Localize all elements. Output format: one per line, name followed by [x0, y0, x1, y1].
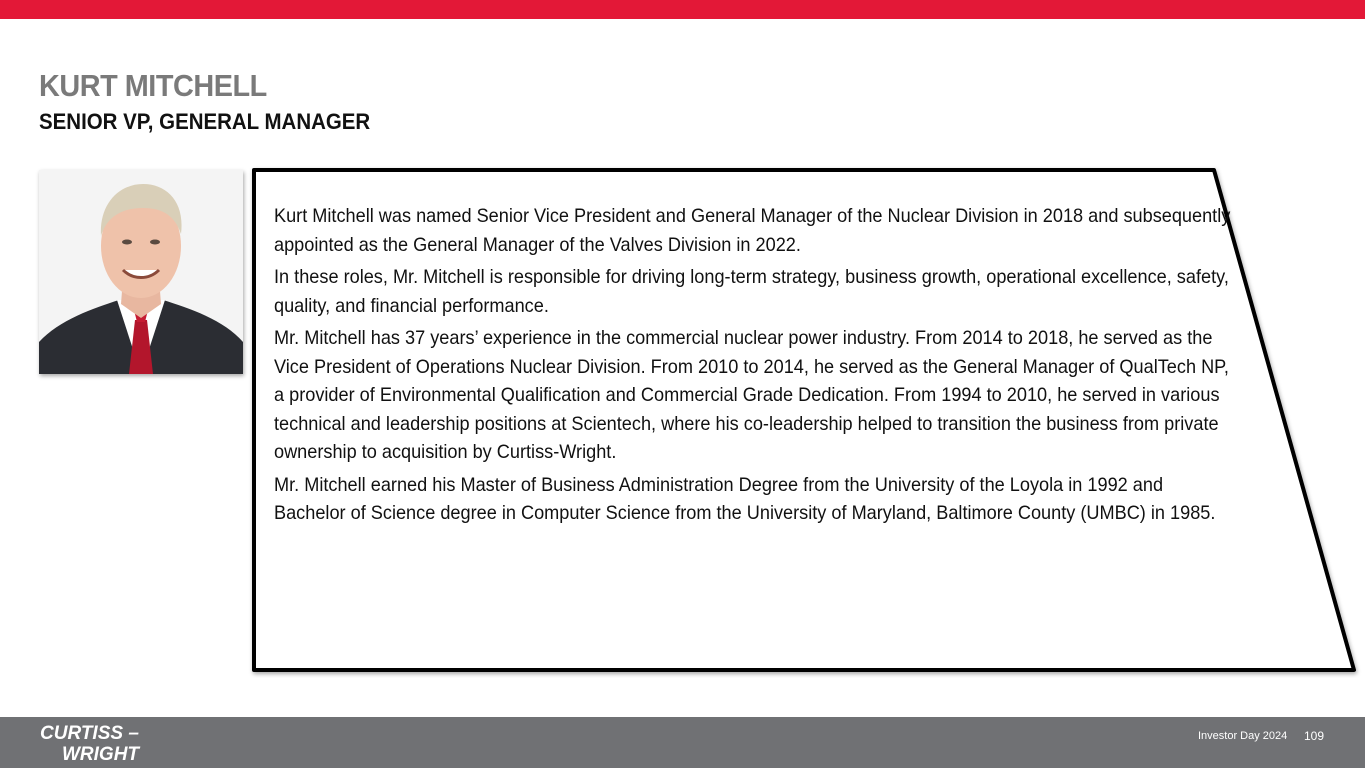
page-number: 109	[1304, 729, 1325, 743]
person-name: KURT MITCHELL	[39, 68, 267, 103]
biography	[274, 202, 1231, 532]
person-title: SENIOR VP, GENERAL MANAGER	[39, 109, 371, 134]
logo-line-1: CURTISS –	[40, 723, 139, 744]
top-accent-bar	[0, 0, 1365, 19]
bio-paragraph: Mr. Mitchell earned his Master of Business Administration Degree from the University of the Loyola in 1992 and Bachelor of Science degree in Computer Science from the University of Maryland, Baltimore County (UMBC) in 1985.	[274, 473, 1216, 524]
footer-bar	[0, 717, 1365, 768]
curtiss-wright-logo	[38, 721, 178, 765]
event-label: Investor Day 2024	[1198, 730, 1288, 742]
logo-line-2: WRIGHT	[62, 744, 140, 765]
bio-paragraph: Mr. Mitchell has 37 years’ experience in the commercial nuclear power industry. From 2014 to 2018, he served as the Vice President of Operations Nuclear Division. From 2010 to 2014, he served as the General Manager of QualTech NP, a provider of Environmental Qualification and Commercial Grade Dedication. From 1994 to 2010, he served in various technical and leadership positions at Scientech, where his co-leadership helped to transition the business from private ownership to acquisition by Curtiss-Wright.	[274, 327, 1229, 463]
bio-paragraph: Kurt Mitchell was named Senior Vice President and General Manager of the Nuclear Division in 2018 and subsequently appointed as the General Manager of the Valves Division in 2022.	[274, 205, 1231, 256]
headshot-photo	[39, 170, 243, 374]
bio-paragraph: In these roles, Mr. Mitchell is responsible for driving long-term strategy, business growth, operational excellence, safety, quality, and financial performance.	[274, 266, 1229, 317]
headshot-illustration	[39, 170, 243, 374]
